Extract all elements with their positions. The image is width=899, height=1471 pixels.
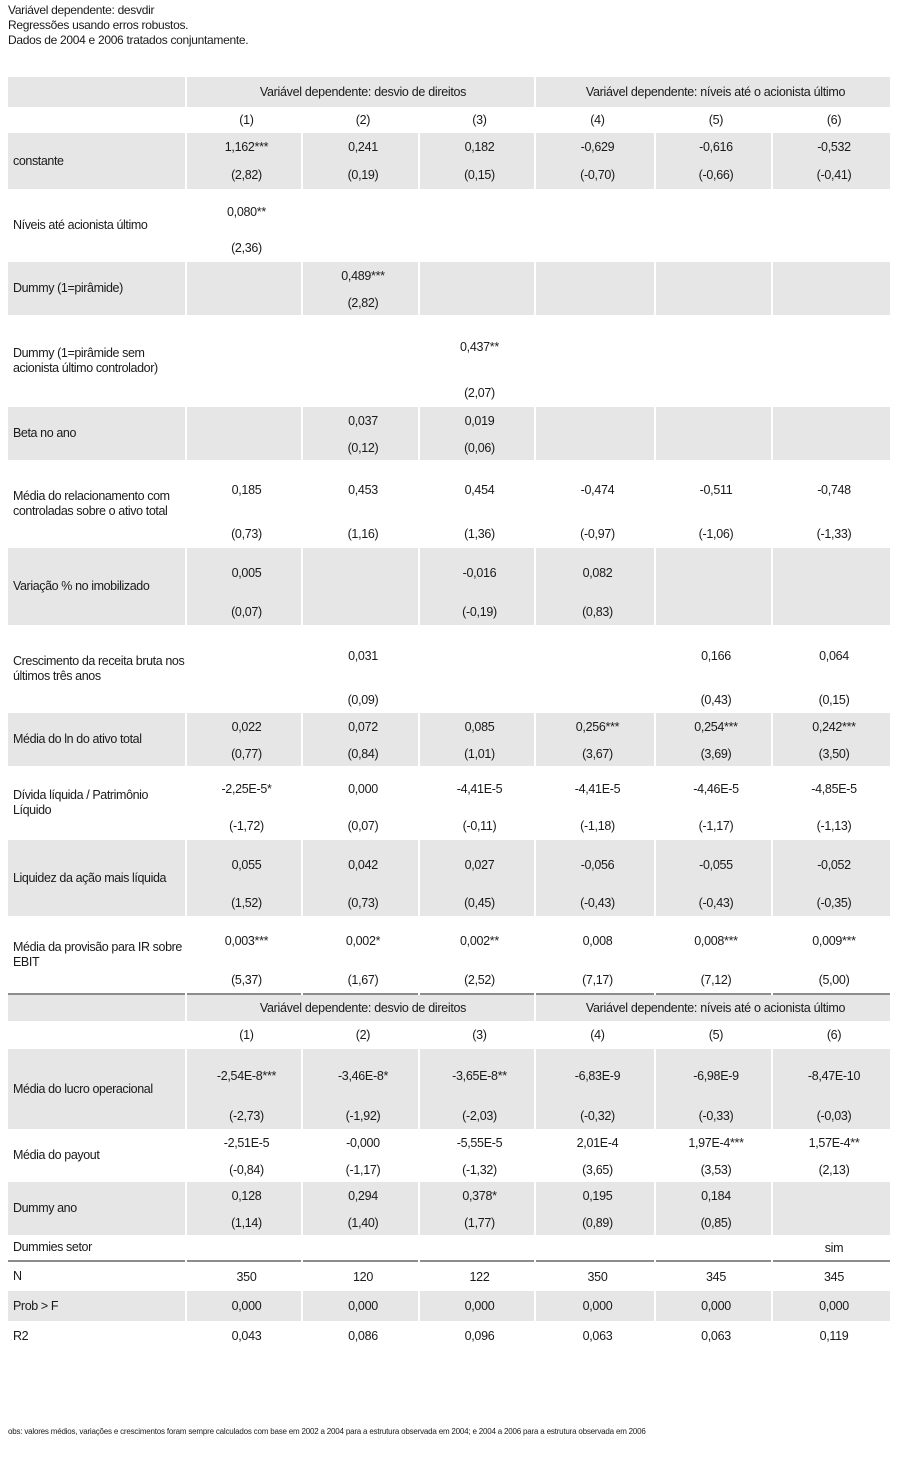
coefficient-cell: 0,009*** — [772, 916, 890, 966]
t-stat-cell: (-2,73) — [186, 1102, 302, 1129]
stat-cell: 0,000 — [302, 1291, 419, 1321]
table-header-notes — [8, 3, 248, 48]
coefficient-cell: -2,51E-5 — [186, 1129, 302, 1157]
group-header-row — [8, 994, 890, 1021]
coefficient-cell — [655, 548, 772, 598]
row-label: R2 — [13, 1328, 29, 1343]
coef-row-media_relacionamento — [8, 460, 890, 520]
dependent-variable-title: Variável dependente: desvdir — [8, 3, 155, 17]
t-stat-cell: (0,89) — [535, 1210, 655, 1235]
t-stat-cell: (-0,43) — [655, 890, 772, 916]
coef-row-constante — [8, 133, 890, 161]
coefficient-cell — [772, 262, 890, 290]
row-label: constante — [8, 133, 186, 189]
coefficient-cell — [186, 625, 302, 687]
coef-row-dummy_ano — [8, 1182, 890, 1210]
t-stat-cell: (-0,66) — [655, 161, 772, 189]
coefficient-cell — [186, 315, 302, 379]
column-number: (3) — [419, 1021, 535, 1049]
coefficient-cell: 2,01E-4 — [535, 1129, 655, 1157]
t-stat-cell: (0,83) — [535, 598, 655, 625]
stat-cell: 0,000 — [655, 1291, 772, 1321]
coefficient-cell: -2,54E-8*** — [186, 1049, 302, 1102]
coefficient-cell: 0,008 — [535, 916, 655, 966]
row-label: N — [8, 1261, 186, 1291]
coefficient-cell — [419, 262, 535, 290]
coefficient-cell: 0,185 — [186, 460, 302, 520]
t-stat-cell: (5,00) — [772, 966, 890, 994]
coefficient-cell: 0,378* — [419, 1182, 535, 1210]
column-number: (1) — [186, 1021, 302, 1049]
t-stat-cell — [772, 290, 890, 315]
coefficient-cell: -3,65E-8** — [419, 1049, 535, 1102]
t-stat-cell: (1,40) — [302, 1210, 419, 1235]
row-label: Dummy (1=pirâmide) — [8, 262, 186, 315]
column-number: (4) — [535, 1021, 655, 1049]
t-stat-cell: (-1,17) — [655, 812, 772, 840]
coefficient-cell: -0,748 — [772, 460, 890, 520]
t-stat-cell: (-1,72) — [186, 812, 302, 840]
stat-cell: 0,000 — [535, 1291, 655, 1321]
coefficient-cell: 0,005 — [186, 548, 302, 598]
coefficient-cell — [655, 262, 772, 290]
stat-cell: 0,063 — [655, 1321, 772, 1351]
footnote: obs: valores médios, variações e crescimentos foram sempre calculados com base em 2002 a 2004 para a estrutura observada em 2004; e 2004 a 2006 para a estrutura observada em 2006 — [8, 1427, 646, 1436]
t-stat-cell: (0,45) — [419, 890, 535, 916]
coefficient-cell: 0,072 — [302, 713, 419, 741]
t-stat-cell: (3,69) — [655, 741, 772, 766]
group-header-left: Variável dependente: desvio de direitos — [186, 994, 535, 1021]
coef-row-variacao_imobilizado — [8, 548, 890, 598]
coefficient-cell: -0,532 — [772, 133, 890, 161]
coef-row-liquidez — [8, 840, 890, 890]
group-header-right: Variável dependente: níveis até o acionista último — [535, 994, 890, 1021]
coefficient-cell — [772, 189, 890, 234]
t-stat-cell: (-0,70) — [535, 161, 655, 189]
stat-cell: 0,000 — [419, 1291, 535, 1321]
coefficient-cell: 0,027 — [419, 840, 535, 890]
coefficient-cell: 0,437** — [419, 315, 535, 379]
coefficient-cell — [655, 189, 772, 234]
coefficient-cell — [772, 548, 890, 598]
t-stat-cell — [186, 687, 302, 713]
coef-row-lucro_operacional — [8, 1049, 890, 1102]
coefficient-cell — [302, 315, 419, 379]
t-stat-cell — [419, 290, 535, 315]
t-stat-cell: (1,36) — [419, 520, 535, 548]
t-stat-cell — [535, 435, 655, 460]
column-number-row — [8, 107, 890, 133]
t-stat-cell: (0,07) — [302, 812, 419, 840]
t-stat-cell — [535, 290, 655, 315]
coefficient-cell: 0,128 — [186, 1182, 302, 1210]
coefficient-cell: -3,46E-8* — [302, 1049, 419, 1102]
t-stat-cell: (0,84) — [302, 741, 419, 766]
t-stat-cell: (3,65) — [535, 1157, 655, 1182]
row-label: Dummies setor — [13, 1240, 92, 1254]
column-number: (4) — [535, 107, 655, 133]
coefficient-cell: -2,25E-5* — [186, 766, 302, 812]
t-stat-cell: (-1,92) — [302, 1102, 419, 1129]
t-stat-cell: (0,15) — [772, 687, 890, 713]
column-number: (6) — [772, 107, 890, 133]
coefficient-cell: 0,195 — [535, 1182, 655, 1210]
coefficient-cell: 0,064 — [772, 625, 890, 687]
t-stat-cell: (-1,06) — [655, 520, 772, 548]
coefficient-cell: 0,182 — [419, 133, 535, 161]
t-stat-cell: (0,12) — [302, 435, 419, 460]
coefficient-cell: 0,184 — [655, 1182, 772, 1210]
t-stat-cell: (3,50) — [772, 741, 890, 766]
t-stat-cell: (-0,41) — [772, 161, 890, 189]
coefficient-cell — [535, 262, 655, 290]
column-number-row — [8, 1021, 890, 1049]
empty-cell — [8, 994, 186, 1021]
coefficient-cell — [535, 407, 655, 435]
row-label: Níveis até acionista último — [13, 218, 148, 232]
t-stat-cell — [655, 290, 772, 315]
coefficient-cell: -4,41E-5 — [419, 766, 535, 812]
coefficient-cell: 0,166 — [655, 625, 772, 687]
coefficient-cell: 0,085 — [419, 713, 535, 741]
coefficient-cell: 0,453 — [302, 460, 419, 520]
coefficient-cell — [655, 407, 772, 435]
t-stat-cell — [302, 234, 419, 262]
row-label: Beta no ano — [8, 407, 186, 460]
coefficient-cell — [655, 315, 772, 379]
t-stat-cell: (0,15) — [419, 161, 535, 189]
coefficient-cell: 0,019 — [419, 407, 535, 435]
stat-cell: 0,000 — [772, 1291, 890, 1321]
t-stat-cell: (0,07) — [186, 598, 302, 625]
column-number: (5) — [655, 1021, 772, 1049]
coefficient-cell: 0,003*** — [186, 916, 302, 966]
t-stat-cell — [655, 379, 772, 407]
coefficient-cell: 0,000 — [302, 766, 419, 812]
t-stat-cell — [419, 687, 535, 713]
t-stat-cell: (7,12) — [655, 966, 772, 994]
row-label: Média da provisão para IR sobre EBIT — [13, 939, 182, 969]
coef-row-beta — [8, 407, 890, 435]
t-stat-cell: (-0,32) — [535, 1102, 655, 1129]
coefficient-cell — [186, 407, 302, 435]
t-stat-cell: (7,17) — [535, 966, 655, 994]
row-label: Liquidez da ação mais líquida — [8, 840, 186, 916]
t-stat-cell: (-2,03) — [419, 1102, 535, 1129]
stat-cell: 350 — [535, 1261, 655, 1291]
coefficient-cell — [772, 1182, 890, 1210]
row-label: Média do payout — [13, 1148, 100, 1162]
t-stat-cell: (3,53) — [655, 1157, 772, 1182]
t-stat-cell: (-0,84) — [186, 1157, 302, 1182]
regression-table — [8, 77, 890, 1351]
coef-row-dummy_piramide_sem — [8, 315, 890, 379]
row-label: Dívida líquida / Patrimônio Líquido — [13, 788, 149, 817]
t-stat-cell: (1,01) — [419, 741, 535, 766]
coefficient-cell — [186, 262, 302, 290]
t-stat-cell — [535, 234, 655, 262]
coefficient-cell: 0,031 — [302, 625, 419, 687]
t-stat-cell: (2,36) — [186, 234, 302, 262]
stat-cell: 345 — [772, 1261, 890, 1291]
coef-row-crescimento_receita — [8, 625, 890, 687]
t-stat-cell: (0,06) — [419, 435, 535, 460]
coef-row-niveis — [8, 189, 890, 234]
coefficient-cell — [772, 315, 890, 379]
stat-cell: 0,096 — [419, 1321, 535, 1351]
coefficient-cell: 0,008*** — [655, 916, 772, 966]
empty-cell — [8, 107, 186, 133]
t-stat-cell: (-1,17) — [302, 1157, 419, 1182]
coefficient-cell: -0,511 — [655, 460, 772, 520]
coefficient-cell: 1,162*** — [186, 133, 302, 161]
coefficient-cell: 0,022 — [186, 713, 302, 741]
t-stat-cell: (2,82) — [302, 290, 419, 315]
t-stat-cell: (2,52) — [419, 966, 535, 994]
empty-cell — [8, 77, 186, 107]
coefficient-cell: 0,002* — [302, 916, 419, 966]
t-stat-cell: (-1,33) — [772, 520, 890, 548]
coefficient-cell: -4,46E-5 — [655, 766, 772, 812]
coefficient-cell: -0,616 — [655, 133, 772, 161]
coefficient-cell: 0,294 — [302, 1182, 419, 1210]
coefficient-cell: 0,254*** — [655, 713, 772, 741]
t-stat-cell — [655, 598, 772, 625]
coefficient-cell — [419, 625, 535, 687]
t-stat-cell — [535, 687, 655, 713]
t-stat-cell: (-0,03) — [772, 1102, 890, 1129]
coefficient-cell — [419, 189, 535, 234]
t-stat-cell — [186, 290, 302, 315]
coefficient-cell: 0,037 — [302, 407, 419, 435]
empty-cell — [8, 1021, 186, 1049]
coefficient-cell: 1,97E-4*** — [655, 1129, 772, 1157]
group-header-right: Variável dependente: níveis até o acionista último — [535, 77, 890, 107]
column-number: (2) — [302, 1021, 419, 1049]
t-stat-cell: (-1,18) — [535, 812, 655, 840]
coefficient-cell — [302, 548, 419, 598]
coef-row-provisao_ir — [8, 916, 890, 966]
t-stat-cell: (0,85) — [655, 1210, 772, 1235]
row-label: Crescimento da receita bruta nos últimos três anos — [13, 654, 185, 683]
stat-cell: 0,119 — [772, 1321, 890, 1351]
coefficient-cell: -6,83E-9 — [535, 1049, 655, 1102]
coefficient-cell: 1,57E-4** — [772, 1129, 890, 1157]
pooled-data-note: Dados de 2004 e 2006 tratados conjuntamente. — [8, 33, 249, 47]
stat-cell — [535, 1235, 655, 1261]
stat-cell — [419, 1235, 535, 1261]
t-stat-cell: (-0,97) — [535, 520, 655, 548]
t-stat-cell: (2,07) — [419, 379, 535, 407]
t-stat-cell: (1,52) — [186, 890, 302, 916]
t-stat-cell: (2,82) — [186, 161, 302, 189]
t-stat-cell — [655, 435, 772, 460]
coefficient-cell — [772, 407, 890, 435]
coefficient-cell: 0,080** — [186, 189, 302, 234]
coefficient-cell: -4,41E-5 — [535, 766, 655, 812]
coefficient-cell: 0,042 — [302, 840, 419, 890]
coefficient-cell: 0,082 — [535, 548, 655, 598]
group-header-left: Variável dependente: desvio de direitos — [186, 77, 535, 107]
coefficient-cell: -8,47E-10 — [772, 1049, 890, 1102]
t-stat-cell: (-1,13) — [772, 812, 890, 840]
column-number: (6) — [772, 1021, 890, 1049]
t-stat-cell: (-0,33) — [655, 1102, 772, 1129]
t-stat-cell: (0,09) — [302, 687, 419, 713]
t-stat-cell: (1,16) — [302, 520, 419, 548]
t-stat-cell — [772, 435, 890, 460]
column-number: (2) — [302, 107, 419, 133]
coefficient-cell: 0,055 — [186, 840, 302, 890]
coef-row-media_ln_ativo — [8, 713, 890, 741]
coefficient-cell: 0,256*** — [535, 713, 655, 741]
coefficient-cell: -6,98E-9 — [655, 1049, 772, 1102]
coefficient-cell: -0,056 — [535, 840, 655, 890]
t-stat-cell: (1,14) — [186, 1210, 302, 1235]
stat-cell — [186, 1235, 302, 1261]
stat-cell: 350 — [186, 1261, 302, 1291]
stat-cell: sim — [772, 1235, 890, 1261]
stat-cell: 0,086 — [302, 1321, 419, 1351]
column-number: (1) — [186, 107, 302, 133]
coef-row-payout — [8, 1129, 890, 1157]
stat-cell: 0,043 — [186, 1321, 302, 1351]
t-stat-cell: (0,77) — [186, 741, 302, 766]
stat-cell: 345 — [655, 1261, 772, 1291]
stat-cell — [655, 1235, 772, 1261]
t-stat-cell — [535, 379, 655, 407]
coefficient-cell: -0,629 — [535, 133, 655, 161]
t-stat-cell: (0,19) — [302, 161, 419, 189]
stat-row-prob_f — [8, 1291, 890, 1321]
coefficient-cell: 0,454 — [419, 460, 535, 520]
stat-cell: 120 — [302, 1261, 419, 1291]
coefficient-cell: 0,242*** — [772, 713, 890, 741]
t-stat-cell: (2,13) — [772, 1157, 890, 1182]
t-stat-cell: (-1,32) — [419, 1157, 535, 1182]
t-stat-cell — [186, 435, 302, 460]
stat-row-dummies_setor — [8, 1235, 890, 1261]
t-stat-cell — [302, 379, 419, 407]
t-stat-cell: (0,43) — [655, 687, 772, 713]
row-label: Prob > F — [8, 1291, 186, 1321]
coefficient-cell — [302, 189, 419, 234]
coef-row-dummy_piramide — [8, 262, 890, 290]
coefficient-cell: -0,000 — [302, 1129, 419, 1157]
coefficient-cell — [535, 625, 655, 687]
stat-row-r2 — [8, 1321, 890, 1351]
coefficient-cell: 0,241 — [302, 133, 419, 161]
coefficient-cell: -5,55E-5 — [419, 1129, 535, 1157]
coefficient-cell — [535, 189, 655, 234]
stat-row-n — [8, 1261, 890, 1291]
coefficient-cell: -0,052 — [772, 840, 890, 890]
coefficient-cell: -0,016 — [419, 548, 535, 598]
coefficient-cell: 0,002** — [419, 916, 535, 966]
row-label: Média do lucro operacional — [8, 1049, 186, 1129]
coefficient-cell: 0,489*** — [302, 262, 419, 290]
t-stat-cell — [655, 234, 772, 262]
t-stat-cell — [772, 1210, 890, 1235]
row-label: Variação % no imobilizado — [8, 548, 186, 625]
row-label: Média do ln do ativo total — [8, 713, 186, 766]
t-stat-cell: (1,77) — [419, 1210, 535, 1235]
robust-errors-note: Regressões usando erros robustos. — [8, 18, 189, 32]
t-stat-cell — [772, 379, 890, 407]
column-number: (5) — [655, 107, 772, 133]
t-stat-cell — [302, 598, 419, 625]
t-stat-cell: (-0,19) — [419, 598, 535, 625]
coefficient-cell: -4,85E-5 — [772, 766, 890, 812]
row-label: Média do relacionamento com controladas sobre o ativo total — [13, 489, 170, 518]
t-stat-cell: (3,67) — [535, 741, 655, 766]
stat-cell: 0,063 — [535, 1321, 655, 1351]
group-header-row — [8, 77, 890, 107]
t-stat-cell: (5,37) — [186, 966, 302, 994]
t-stat-cell: (1,67) — [302, 966, 419, 994]
t-stat-cell — [419, 234, 535, 262]
row-label: Dummy (1=pirâmide sem acionista último controlador) — [13, 346, 158, 375]
t-stat-cell: (-0,43) — [535, 890, 655, 916]
t-stat-cell — [186, 379, 302, 407]
coef-row-divida_liquida — [8, 766, 890, 812]
row-label: Dummy ano — [8, 1182, 186, 1235]
t-stat-cell — [772, 234, 890, 262]
stat-cell — [302, 1235, 419, 1261]
coefficient-cell: -0,055 — [655, 840, 772, 890]
t-stat-cell: (-0,35) — [772, 890, 890, 916]
coefficient-cell — [535, 315, 655, 379]
t-stat-cell — [772, 598, 890, 625]
t-stat-cell: (-0,11) — [419, 812, 535, 840]
t-stat-cell: (0,73) — [302, 890, 419, 916]
column-number: (3) — [419, 107, 535, 133]
stat-cell: 0,000 — [186, 1291, 302, 1321]
coefficient-cell: -0,474 — [535, 460, 655, 520]
t-stat-cell: (0,73) — [186, 520, 302, 548]
stat-cell: 122 — [419, 1261, 535, 1291]
